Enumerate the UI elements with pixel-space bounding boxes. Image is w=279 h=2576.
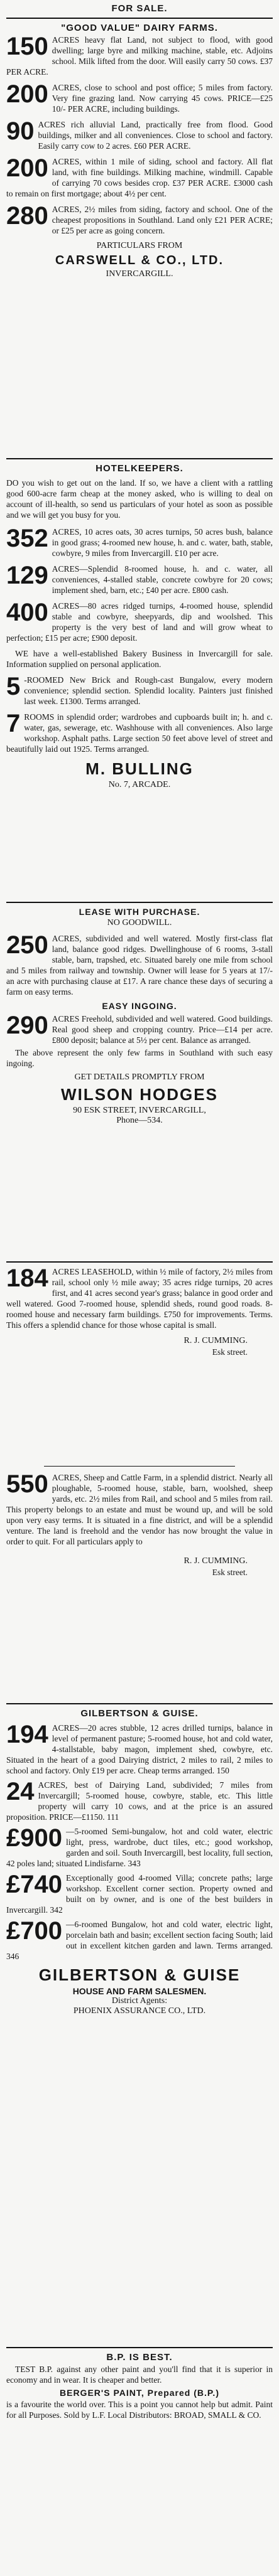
listing-rooms: 5 [6, 673, 21, 700]
listing-text: ACRES, best of Dairying Land, subdivided; 7 miles from Invercargill; 5-roomed house, cowbyre, stable, etc. This little property will carry 10 cows, and at the price is an assured proposition. PRICE—£1150. 111 [6, 1780, 273, 1822]
listing [6, 35, 273, 77]
listing-acres: 129 [6, 562, 48, 589]
listing-acres: 194 [6, 1721, 48, 1748]
listing-text: ACRES—80 acres ridged turnips, 4-roomed house, splendid stable and cowbyre, sheepyards, dip and woolshed. This property is the very best of land and will grow wheat to perfection; £15 per acre; £900 deposit. [6, 601, 273, 643]
listing-text: WE have a well-established Bakery Business in Invercargill for sale. Information supplied on personal application. [6, 649, 273, 669]
advertiser-phone: Phone—534. [116, 1116, 163, 1125]
listing [6, 675, 273, 707]
listing [6, 1013, 273, 1045]
section-header [6, 0, 273, 19]
wilson-hodges-lease-ad [6, 906, 273, 1126]
listing-text: -ROOMED New Brick and Rough-cast Bungalow, every modern convenience; splendid section. Splendid locality. Painters just finished last week. £1300. Terms arranged. [24, 675, 273, 706]
listing-acres: 24 [6, 1778, 35, 1805]
divider [6, 458, 273, 459]
listing-acres: 250 [6, 931, 48, 959]
listing [6, 526, 273, 558]
listing-acres: 184 [6, 1266, 48, 1292]
listing-text: Exceptionally good 4-roomed Villa; concrete paths; large workshop. Excellent corner section. Property owned and built on by owner, and is one of the best builders in Invercargill. 342 [6, 1873, 273, 1915]
advertiser-name: M. BULLING [85, 759, 194, 778]
cumming-sheep-farm-ad [6, 1472, 273, 1578]
advertiser-place: No. 7, ARCADE. [108, 780, 171, 789]
listing [6, 1826, 273, 1869]
agents-name: PHOENIX ASSURANCE CO., LTD. [73, 2006, 206, 2016]
listing-text: ROOMS in splendid order; wardrobes and cupboards built in; h. and c. water, gas, sewerage, etc. Washhouse with all conveniences. Also large workshop. Asphalt paths. Large section 50 feet above level of street and beautifully laid out 1925. Terms arranged. [6, 712, 273, 754]
gilbertson-guise-ad [6, 1707, 273, 2016]
listing [6, 648, 273, 670]
listing-text: ACRES, close to school and post office; 5 miles from factory. Very fine grazing land. Now carrying 45 cows. PRICE—£25 10/- PER ACRE, including buildings. [52, 83, 273, 114]
listing-text: ACRES rich alluvial Land, practically free from flood. Good buildings, milker and all conveniences. Close to school and factory. Easily carry cow to 2 acres. £60 PER ACRE. [38, 120, 273, 151]
listing-text: ACRES heavy flat Land, not subject to flood, with good dwelling; large byre and milking machine, stable, etc. Adjoins school. Milk lifted from the door. Will easily carry 50 cows. £37 PER ACRE. [6, 35, 273, 77]
listing-text: ACRES, 10 acres oats, 30 acres turnips, 50 acres bush, balance in good grass; 4-roomed new house, h. and c. water, bath, stable, cowbyre, 9 miles from Invercargill. £10 per acre. [52, 527, 273, 558]
ad-subheading: BERGER'S PAINT, Prepared (B.P.) [60, 2388, 219, 2398]
listing-price: £700 [6, 1917, 62, 1945]
advertiser-name: CARSWELL & CO., LTD. [55, 254, 224, 267]
listing [6, 119, 273, 151]
listing-acres: 90 [6, 117, 35, 145]
advertiser-place: INVERCARGILL. [106, 269, 173, 279]
newspaper-classifieds-column [6, 0, 273, 2576]
advertiser-tagline: HOUSE AND FARM SALESMEN. [72, 1986, 207, 1996]
listing-acres: 280 [6, 202, 48, 230]
cumming-farm-ads [6, 1266, 273, 1357]
listing-acres: 550 [6, 1472, 48, 1498]
listing [6, 1873, 273, 1915]
listing [6, 82, 273, 114]
ad-body: is a favourite the world over. This is a point you cannot help but admit. Paint for all Purposes. Sold by L.F. Local Distributors: BROAD, SMALL & CO. [6, 2400, 273, 2420]
advertiser-address: 90 ESK STREET, INVERCARGILL, [73, 1106, 206, 1115]
advertiser-address: Esk street. [212, 1568, 248, 1577]
listing-text: —6-roomed Bungalow, hot and cold water, electric light, porcelain bath and basin; excellent section facing South; laid out in excellent kitchen garden and lawn. Terms arranged. 346 [6, 1920, 273, 1961]
ad-subtitle: NO GOODWILL. [107, 918, 172, 927]
ad-note: The above represent the only few farms in Southland with such easy ingoing. [6, 1048, 273, 1068]
listing [6, 1780, 273, 1822]
listing [6, 933, 273, 997]
divider [6, 1261, 273, 1263]
listing-text: ACRES Freehold, subdivided and well watered. Good buildings. Real good sheep and cropping country. Price—£14 per acre. £800 deposit; balance at 5½ per cent. Balance as arranged. [52, 1014, 273, 1045]
ad-title: HOTELKEEPERS. [96, 463, 183, 474]
listing-text: ACRES, Sheep and Cattle Farm, in a splendid district. Nearly all ploughable, 5-roomed house, stable, barn, woolshed, sheep yards, etc. 2½ miles from Rail, and school and 5 miles from rail. This property belongs to an estate and must be wound up, and will be sold upon very easy terms. It is situated in a fine district, and will be a splendid venture. The land is freehold and the vendor has now brought the value in order to quit. For all particulars apply to [6, 1473, 273, 1546]
section-header-title: FOR SALE. [111, 3, 168, 14]
listing [6, 564, 273, 596]
agents-label: District Agents: [111, 1996, 168, 2006]
ad-title: GILBERTSON & GUISE. [80, 1708, 199, 1719]
advertiser-name: R. J. CUMMING. [183, 1556, 248, 1566]
divider [44, 1466, 235, 1467]
ad-title: "GOOD VALUE" DAIRY FARMS. [61, 23, 218, 33]
listing-text: ACRES, within 1 mile of siding, school and factory. All flat land, with fine buildings. Milking machine, windmill. Capable of carrying 70 cows besides crop. £37 PER ACRE. £3000 cash to remain on first mortgage; about 4½ per cent. [6, 157, 273, 198]
listing [6, 1472, 273, 1547]
listing [6, 712, 273, 754]
listing-price: £900 [6, 1824, 62, 1852]
listing-text: ACRES—Splendid 8-roomed house, h. and c. water, all conveniences, 4-stalled stable, concrete cowbyre for 20 cows; implement shed, barn, etc.; £40 per acre. £800 cash. [52, 564, 273, 595]
particulars-label: PARTICULARS FROM [96, 241, 183, 250]
bergers-paint-ad [6, 2351, 273, 2422]
advertiser-name: WILSON HODGES [61, 1085, 218, 1104]
advertiser-name: R. J. CUMMING. [183, 1336, 248, 1345]
listing-acres: 352 [6, 525, 48, 552]
ad-title: B.P. IS BEST. [106, 2352, 173, 2363]
divider [6, 902, 273, 903]
details-label: GET DETAILS PROMPTLY FROM [74, 1072, 205, 1082]
listing-acres: 400 [6, 599, 48, 626]
listing [6, 1919, 273, 1962]
ad-intro: TEST B.P. against any other paint and you'll find that it is superior in economy and in wear. It is cheaper and better. [6, 2365, 273, 2385]
listing-text: ACRES, 2½ miles from siding, factory and school. One of the cheapest propositions in Southland. Land only £21 PER ACRE; or £25 per acre as going concern. [52, 205, 273, 235]
listing-text: ACRES LEASEHOLD, within ½ mile of factory, 2½ miles from rail, school only ½ mile away; 35 acres ridge turnips, 20 acres first, and 41 acres second year's grass; balance in good order and well watered. Good 7-roomed house, splendid sheds, round good roads. 8-roomed house and necessary farm buildings. £750 for improvements. Terms. This offers a splendid chance for those whose capital is small. [6, 1267, 273, 1330]
bulling-hotelkeepers-ad [6, 462, 273, 790]
listing-acres: 150 [6, 33, 48, 60]
listing-rooms: 7 [6, 710, 21, 737]
listing-price: £740 [6, 1871, 62, 1898]
listing-acres: 200 [6, 80, 48, 108]
divider [6, 1703, 273, 1704]
advertiser-address: Esk street. [212, 1347, 248, 1357]
listing-acres: 200 [6, 154, 48, 182]
listing [6, 156, 273, 199]
listing-text: ACRES, subdivided and well watered. Mostly first-class flat land, balance good ridges. Dwellinghouse of 6 rooms, 3-stall stable, barn, trapshed, etc. Situated barely one mile from school and 5 miles from railway and township. Owner will lease for 5 years at 17/- an acre with purchasing clause at £17. A rare chance these days of securing a farm on easy terms. [6, 934, 273, 997]
carswell-dairy-farms-ad [6, 21, 273, 279]
listing [6, 204, 273, 236]
listing-text: ACRES—20 acres stubble, 12 acres drilled turnips, balance in level of permanent pasture; 5-roomed house, hot and cold water, 4-stallstable, baby magon, implement shed, cowbyre, etc. Situated in the heart of a good Dairying district, 2 miles to rail, 2 miles to school and factory. Only £19 per acre. Cheap terms arranged. 150 [6, 1723, 273, 1775]
advertiser-name: GILBERTSON & GUISE [38, 1965, 241, 1984]
listing [6, 1723, 273, 1776]
listing-acres: 290 [6, 1012, 48, 1039]
listing [6, 1266, 273, 1330]
ad-subheading: EASY INGOING. [102, 1001, 177, 1011]
listing [6, 601, 273, 643]
listing-text: —5-roomed Semi-bungalow, hot and cold water, electric light, press, wardrobe, duct tiles, etc.; good workshop, garden and soil. South Invercargill, best locality, full section, 42 poles land; situated Lindisfarne. 343 [6, 1827, 273, 1868]
ad-intro: DO you wish to get out on the land. If so, we have a client with a rattling good 600-acre farm cheap at the money asked, who is willing to deal on account of ill-health, so send us particulars of your hotel as soon as possible and we will get you busy for you. [6, 478, 273, 520]
ad-title: LEASE WITH PURCHASE. [79, 907, 200, 917]
divider [6, 2347, 273, 2348]
